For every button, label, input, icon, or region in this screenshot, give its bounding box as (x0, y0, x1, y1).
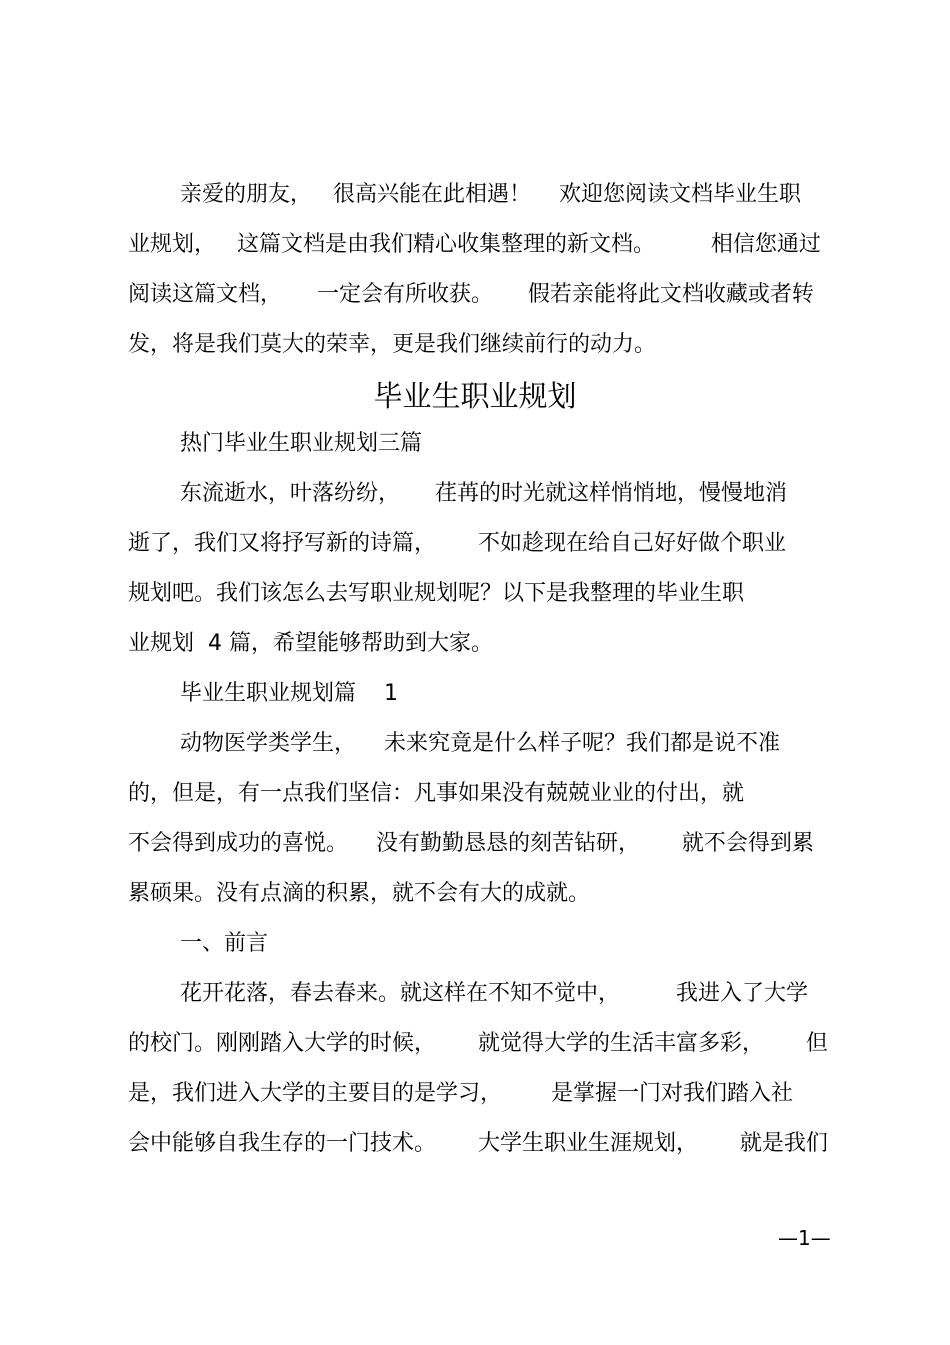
document-title: 毕业生职业规划 (373, 379, 577, 413)
paragraph-line: 动物医学类学生， 未来究竟是什么样子呢？我们都是说不准 (180, 731, 780, 756)
intro-line-3: 阅读这篇文档， 一定会有所收获。 假若亲能将此文档收藏或者转 (128, 282, 814, 307)
paragraph-line: 的校门。刚刚踏入大学的时候， 就觉得大学的生活丰富多彩， 但 (128, 1031, 828, 1056)
paragraph-line: 规划吧。我们该怎么去写职业规划呢？以下是我整理的毕业生职 (128, 581, 745, 606)
subtitle-line: 热门毕业生职业规划三篇 (180, 431, 423, 456)
paragraph-line: 不会得到成功的喜悦。 没有勤勤恳恳的刻苦钻研， 就不会得到累 (128, 831, 814, 856)
section-heading: 一、前言 (180, 931, 269, 956)
paragraph-line: 东流逝水，叶落纷纷， 荏苒的时光就这样悄悄地，慢慢地消 (180, 481, 787, 506)
paragraph-line: 业规划 4 篇，希望能够帮助到大家。 (128, 631, 493, 656)
intro-line-4: 发，将是我们莫大的荣幸，更是我们继续前行的动力。 (128, 332, 657, 357)
paragraph-line: 会中能够自我生存的一门技术。 大学生职业生涯规划， 就是我们 (128, 1131, 828, 1156)
intro-line-1: 亲爱的朋友， 很高兴能在此相遇！ 欢迎您阅读文档毕业生职 (180, 182, 801, 207)
section-heading: 毕业生职业规划篇 1 (180, 681, 398, 706)
paragraph-line: 的，但是，有一点我们坚信：凡事如果没有兢兢业业的付出，就 (128, 781, 745, 806)
paragraph-line: 累硕果。没有点滴的积累，就不会有大的成就。 (128, 881, 591, 906)
paragraph-line: 逝了，我们又将抒写新的诗篇， 不如趁现在给自己好好做个职业 (128, 531, 786, 556)
page-number: —1— (778, 1226, 831, 1250)
paragraph-line: 花开花落，春去春来。就这样在不知不觉中， 我进入了大学 (180, 981, 808, 1006)
paragraph-line: 是，我们进入大学的主要目的是学习， 是掌握一门对我们踏入社 (128, 1081, 793, 1106)
intro-line-2: 业规划， 这篇文档是由我们精心收集整理的新文档。 相信您通过 (128, 232, 821, 257)
